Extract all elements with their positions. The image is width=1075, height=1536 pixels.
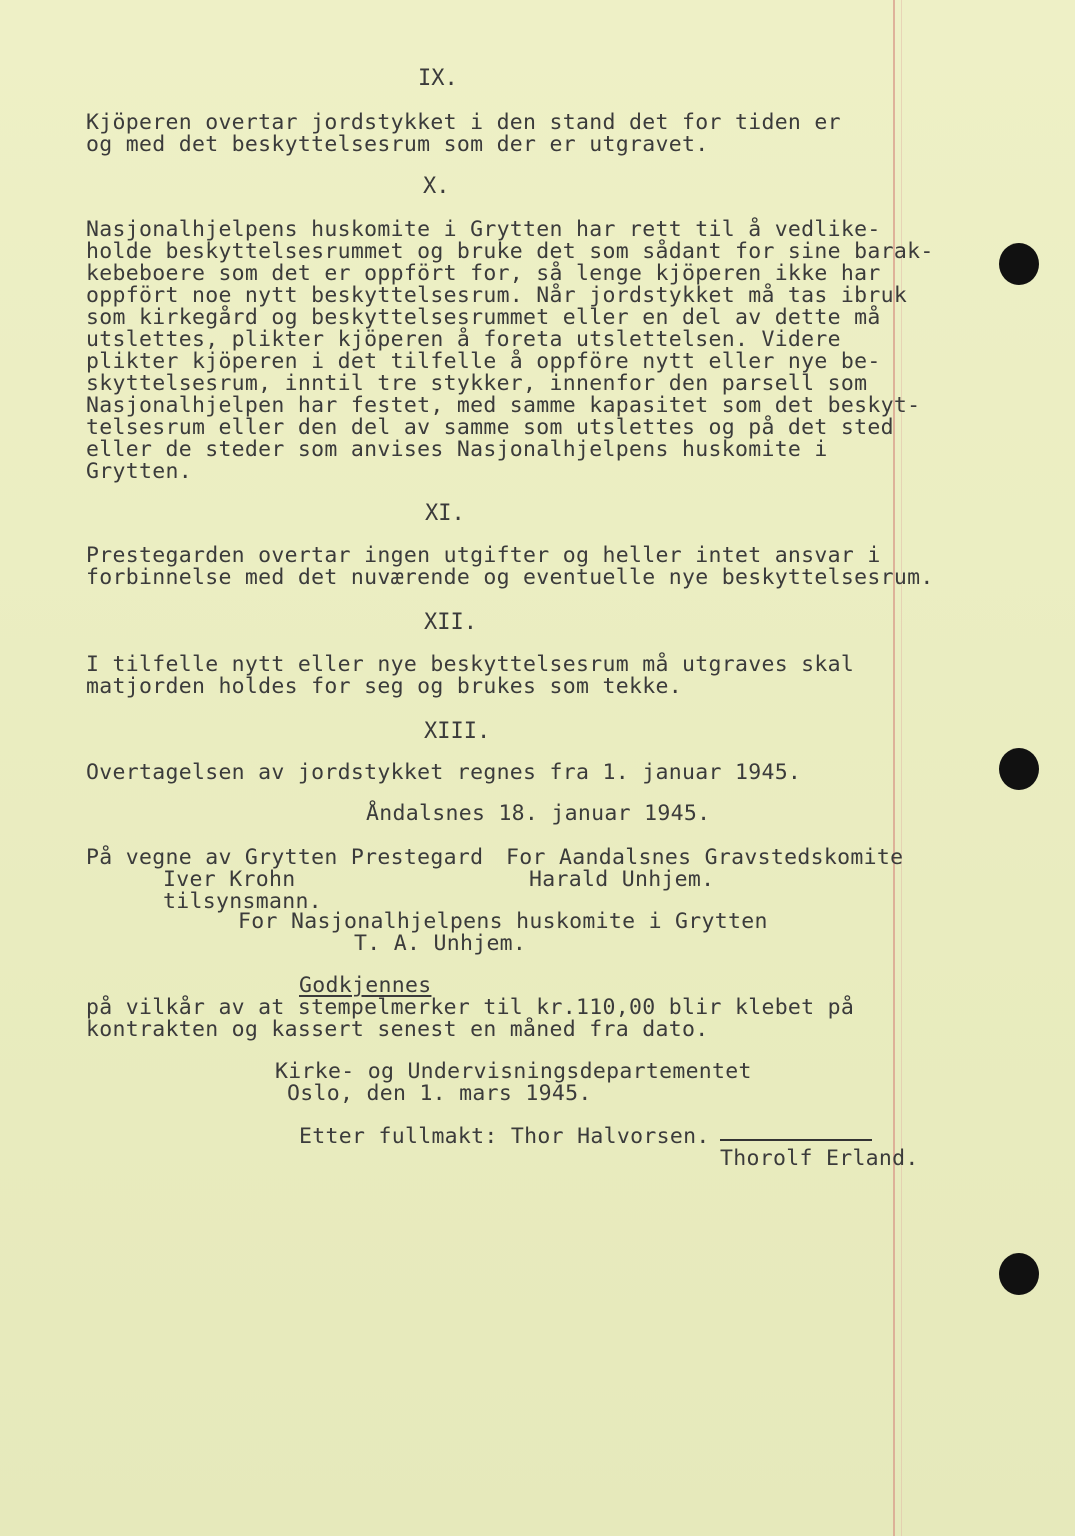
punch-hole-top [999, 243, 1039, 285]
text-line: skyttelsesrum, inntil tre stykker, innenfor den parsell som [86, 371, 868, 396]
approval-department: Kirke- og Undervisningsdepartementet [275, 1059, 752, 1084]
text-line: matjorden holdes for seg og brukes som tekke. [86, 674, 682, 699]
signatory-center-name: T. A. Unhjem. [354, 931, 527, 956]
approval-title: Godkjennes [299, 973, 432, 998]
punch-hole-middle [999, 748, 1039, 790]
text-line: Overtagelsen av jordstykket regnes fra 1. januar 1945. [86, 760, 802, 785]
text-line: Kjöperen overtar jordstykket i den stand det for tiden er [86, 110, 841, 135]
signatory-left-name: Iver Krohn [163, 867, 296, 892]
approval-line: på vilkår av at stempelmerker til kr.110,00 blir klebet på [86, 995, 855, 1020]
text-line: holde beskyttelsesrummet og bruke det som sådant for sine barak- [86, 239, 934, 264]
section-heading-ix: IX. [418, 66, 458, 91]
section-heading-xii: XII. [424, 610, 477, 635]
text-line: Grytten. [86, 459, 192, 484]
section-heading-xi: XI. [425, 501, 465, 526]
section-heading-x: X. [423, 174, 450, 199]
text-line: og med det beskyttelsesrum som der er utgravet. [86, 132, 709, 157]
signature-line [720, 1139, 872, 1141]
text-line: utslettes, plikter kjöperen å foreta utslettelsen. Videre [86, 327, 841, 352]
signatory-right-name: Harald Unhjem. [529, 867, 715, 892]
text-line: Nasjonalhjelpens huskomite i Grytten har rett til å vedlike- [86, 217, 881, 242]
text-line: telsesrum eller den del av samme som utslettes og på det sted [86, 415, 894, 440]
text-line: forbinnelse med det nuværende og eventuelle nye beskyttelsesrum. [86, 565, 934, 590]
punch-hole-bottom [999, 1253, 1039, 1295]
text-line: som kirkegård og beskyttelsesrummet eller en del av dette må [86, 305, 881, 330]
text-line: Nasjonalhjelpen har festet, med samme kapasitet som det beskyt- [86, 393, 921, 418]
approval-signer: Thorolf Erland. [720, 1146, 919, 1171]
text-line: I tilfelle nytt eller nye beskyttelsesrum må utgraves skal [86, 652, 855, 677]
approval-authority: Etter fullmakt: Thor Halvorsen. [299, 1124, 710, 1149]
text-line: Prestegarden overtar ingen utgifter og heller intet ansvar i [86, 543, 881, 568]
text-line: eller de steder som anvises Nasjonalhjelpens huskomite i [86, 437, 828, 462]
place-date: Åndalsnes 18. januar 1945. [366, 801, 711, 826]
signatory-left-role: tilsynsmann. [163, 889, 322, 914]
text-line: kebeboere som det er oppfört for, så lenge kjöperen ikke har [86, 261, 881, 286]
section-heading-xiii: XIII. [424, 719, 491, 744]
approval-date: Oslo, den 1. mars 1945. [287, 1081, 592, 1106]
signatory-left-title: På vegne av Grytten Prestegard [86, 845, 484, 870]
text-line: plikter kjöperen i det tilfelle å oppföre nytt eller nye be- [86, 349, 881, 374]
text-line: oppfört noe nytt beskyttelsesrum. Når jordstykket må tas ibruk [86, 283, 908, 308]
margin-rule [893, 0, 895, 1536]
margin-rule-secondary [901, 0, 902, 1536]
signatory-right-title: For Aandalsnes Gravstedskomite [506, 845, 904, 870]
signatory-center-title: For Nasjonalhjelpens huskomite i Grytten [238, 909, 768, 934]
approval-line: kontrakten og kassert senest en måned fra dato. [86, 1017, 709, 1042]
